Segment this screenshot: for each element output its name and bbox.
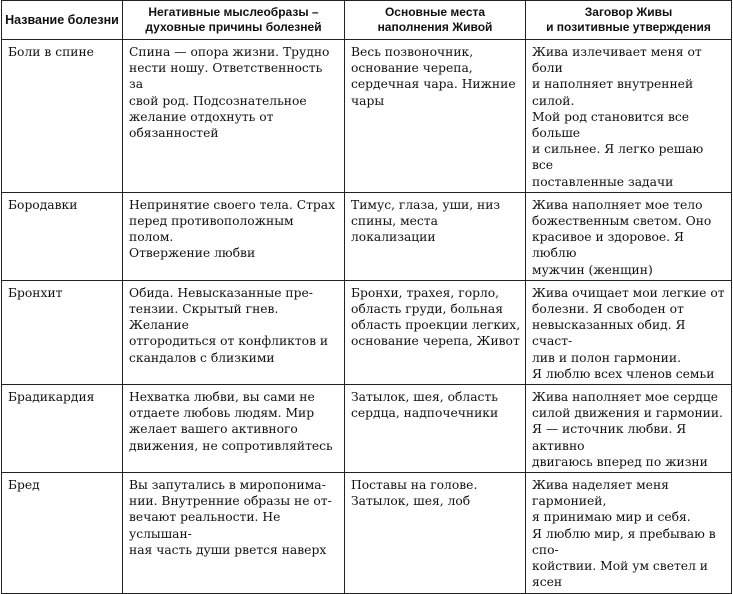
thoughts-cell: Непринятие своего тела. Страх перед противоположным полом. Отвержение любви — [123, 192, 345, 280]
header-row — [2, 1, 732, 40]
header-places: Основные места наполнения Живой — [345, 1, 526, 40]
places-cell: Затылок, шея, область сердца, надпочечники — [345, 385, 526, 473]
table-row — [2, 385, 732, 473]
disease-cell: Бронхит — [2, 280, 123, 384]
header-spell: Заговор Живы и позитивные утверждения — [526, 1, 732, 40]
disease-table — [1, 0, 732, 594]
disease-cell: Бородавки — [2, 192, 123, 280]
thoughts-cell: Обида. Невысказанные пре- тензии. Скрытый гнев. Желание отгородиться от конфликтов и скандалов с близкими — [123, 280, 345, 384]
disease-cell: Брадикардия — [2, 385, 123, 473]
spell-cell: Жива излечивает меня от боли и наполняет внутренней силой. Мой род становится все больше и сильнее. Я легко решаю все поставленные задачи — [526, 40, 732, 193]
places-cell: Бронхи, трахея, горло, область груди, больная область проекции легких, основание черепа, Живот — [345, 280, 526, 384]
places-cell: Весь позвоночник, основание черепа, сердечная чара. Нижние чары — [345, 40, 526, 193]
thoughts-cell: Вы запутались в миропонима- нии. Внутренние образы не от- вечают реальности. Не услышан- ная часть души рвется наверх — [123, 473, 345, 593]
spell-cell: Жива наполняет мое сердце силой движения и гармонии. Я — источник любви. Я активно двигаюсь вперед по жизни — [526, 385, 732, 473]
spell-cell: Жива наполняет мое тело божественным светом. Оно красивое и здоровое. Я люблю мужчин (женщин) — [526, 192, 732, 280]
spell-cell: Жива наделяет меня гармонией, я принимаю мир и себя. Я люблю мир, я пребываю в спо- койствии. Мой ум светел и ясен — [526, 473, 732, 593]
places-cell: Поставы на голове. Затылок, шея, лоб — [345, 473, 526, 593]
table-row — [2, 192, 732, 280]
spell-cell: Жива очищает мои легкие от болезни. Я свободен от невысказанных обид. Я счаст- лив и полон гармонии. Я люблю всех членов семьи — [526, 280, 732, 384]
header-disease: Название болезни — [2, 1, 123, 40]
disease-cell: Боли в спине — [2, 40, 123, 193]
places-cell: Тимус, глаза, уши, низ спины, места локализации — [345, 192, 526, 280]
disease-cell: Бред — [2, 473, 123, 593]
table-row — [2, 40, 732, 193]
thoughts-cell: Нехватка любви, вы сами не отдаете любовь людям. Мир желает вашего активного движения, не сопротивляйтесь — [123, 385, 345, 473]
header-thoughts: Негативные мыслеобразы – духовные причины болезней — [123, 1, 345, 40]
table-row — [2, 473, 732, 593]
table-row — [2, 280, 732, 384]
thoughts-cell: Спина — опора жизни. Трудно нести ношу. Ответственность за свой род. Подсознательное желание отдохнуть от обязанностей — [123, 40, 345, 193]
